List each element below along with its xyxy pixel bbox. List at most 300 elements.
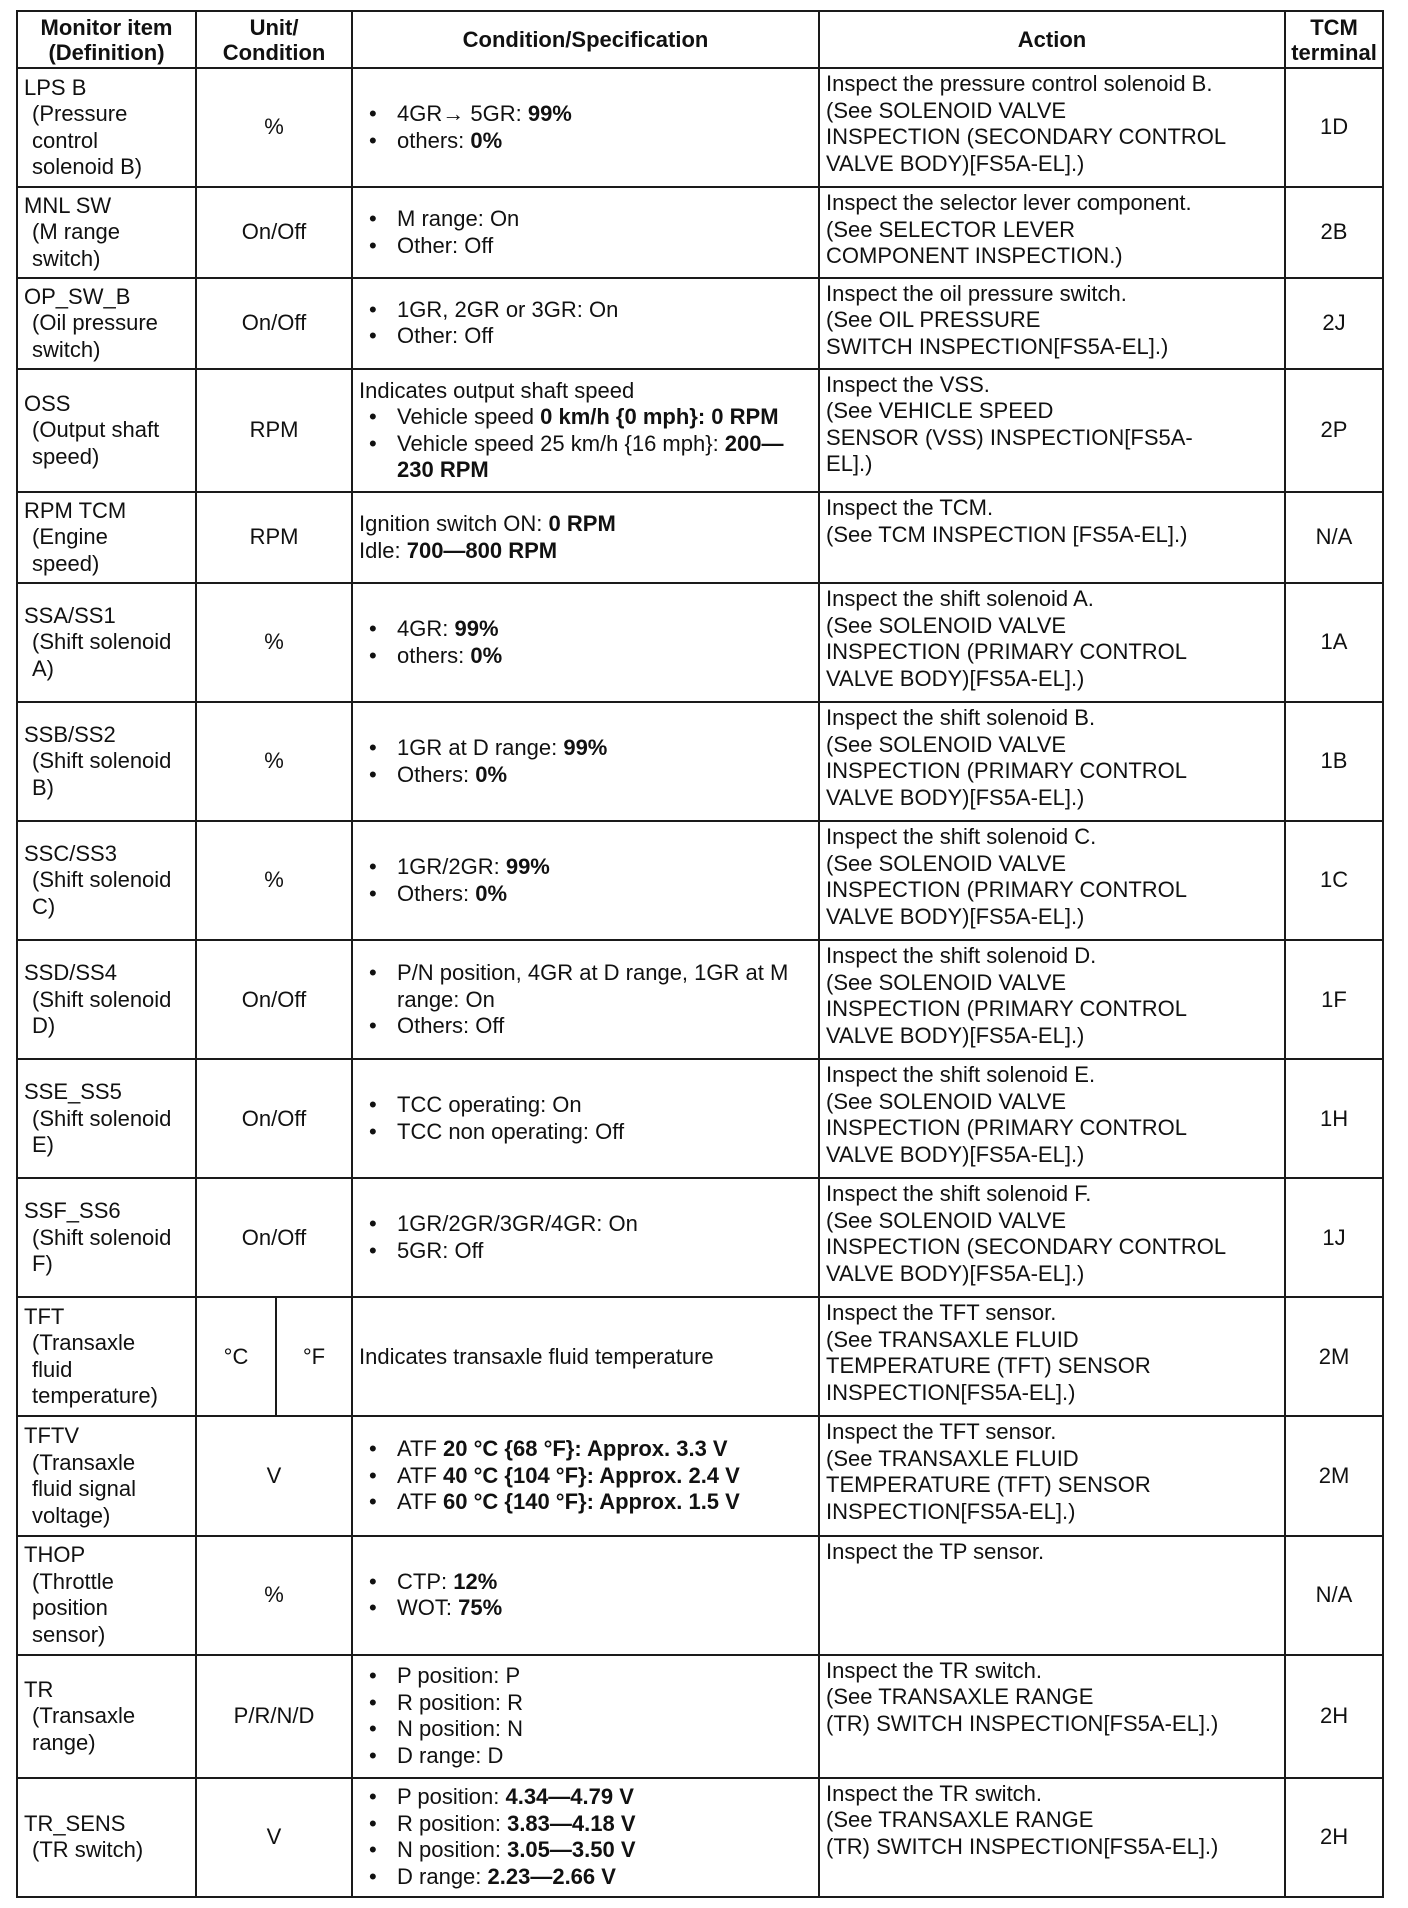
monitor-item-definition: fluid: [32, 1356, 73, 1382]
condition-cell: [352, 1416, 819, 1535]
condition-bullet: [359, 206, 812, 233]
monitor-item-definition: solenoid B): [32, 154, 143, 180]
monitor-item-definition: control: [32, 127, 99, 153]
condition-bullet: [359, 1663, 812, 1690]
action-cell: [819, 702, 1285, 821]
condition-bullet: [359, 643, 812, 670]
monitor-item-definition: D): [32, 1013, 56, 1039]
table-row: [17, 821, 1383, 940]
unit-cell: %: [196, 583, 352, 702]
action-line: Inspect the shift solenoid D.: [826, 943, 1097, 969]
condition-bullet-value: 0%: [475, 761, 508, 787]
action-line: INSPECTION[FS5A-EL].): [826, 1379, 1076, 1405]
action-cell: [819, 278, 1285, 369]
monitor-item-name: SSA/SS1: [24, 602, 116, 628]
condition-bullet: [359, 1211, 812, 1238]
tcm-terminal-cell: 1D: [1285, 68, 1383, 187]
monitor-item-definition: (Shift solenoid: [32, 986, 172, 1012]
condition-line-label: Idle:: [359, 537, 407, 563]
condition-bullet-list: [359, 206, 812, 259]
condition-cell: [352, 278, 819, 369]
monitor-item-definition: F): [32, 1251, 53, 1277]
header-condition-specification: Condition/Specification: [352, 11, 819, 68]
monitor-item-definition: (Transaxle: [32, 1330, 136, 1356]
action-cell: [819, 68, 1285, 187]
condition-bullet: [359, 323, 812, 350]
condition-line: [359, 511, 812, 538]
condition-line: [359, 538, 812, 565]
header-terminal-line1: TCM: [1310, 14, 1358, 40]
monitor-item-cell: [17, 1778, 196, 1897]
monitor-item-cell: [17, 187, 196, 278]
condition-bullet-label: N position:: [397, 1837, 508, 1863]
condition-bullet-value: 0%: [470, 127, 503, 153]
condition-bullet-list: [359, 404, 812, 484]
condition-cell: [352, 1297, 819, 1416]
tcm-terminal-cell: 1C: [1285, 821, 1383, 940]
monitor-item-name: SSF_SS6: [24, 1198, 121, 1224]
monitor-item-name: SSD/SS4: [24, 960, 117, 986]
table-row: [17, 1416, 1383, 1535]
monitor-item-definition: (Shift solenoid: [32, 748, 172, 774]
action-cell: [819, 583, 1285, 702]
tcm-terminal-cell: 2M: [1285, 1297, 1383, 1416]
condition-bullet: [359, 1837, 812, 1864]
table-row: [17, 1536, 1383, 1655]
unit-cell: %: [196, 1536, 352, 1655]
condition-cell: [352, 940, 819, 1059]
monitor-item-table-sheet: [16, 10, 1382, 1898]
unit-cell: V: [196, 1778, 352, 1897]
table-row: [17, 492, 1383, 583]
condition-bullet-label: P position: P: [397, 1663, 521, 1689]
condition-cell: [352, 492, 819, 583]
action-line: (See SOLENOID VALVE: [826, 1088, 1067, 1114]
condition-bullet-label: Others:: [397, 880, 476, 906]
condition-bullet: [359, 1595, 812, 1622]
condition-bullet: [359, 854, 812, 881]
condition-bullet-list: [359, 297, 812, 350]
action-cell: [819, 187, 1285, 278]
action-line: (See VEHICLE SPEED: [826, 398, 1054, 424]
condition-intro: Indicates output shaft speed: [359, 377, 635, 403]
condition-bullet-value: 0 km/h {0 mph}: 0 RPM: [540, 404, 779, 429]
monitor-item-definition: fluid signal: [32, 1476, 136, 1502]
table-row: [17, 68, 1383, 187]
condition-bullet-label: WOT:: [397, 1595, 459, 1621]
condition-bullet: [359, 735, 812, 762]
condition-bullet: [359, 1489, 812, 1516]
tcm-terminal-cell: 1B: [1285, 702, 1383, 821]
action-line: (See SOLENOID VALVE: [826, 1207, 1067, 1233]
condition-bullet-value: 99%: [454, 616, 499, 642]
condition-bullet-value: 60 °C {140 °F}: Approx. 1.5 V: [443, 1489, 740, 1515]
action-line: (See TRANSAXLE FLUID: [826, 1445, 1079, 1471]
condition-bullet: [359, 1013, 812, 1040]
tcm-terminal-cell: 1H: [1285, 1059, 1383, 1178]
action-cell: [819, 1178, 1285, 1297]
monitor-item-definition: switch): [32, 336, 101, 362]
condition-bullet-label: P position:: [397, 1784, 506, 1810]
unit-cell: On/Off: [196, 1059, 352, 1178]
action-line: VALVE BODY)[FS5A-EL].): [826, 1141, 1085, 1167]
condition-line-value: 700—800 RPM: [406, 537, 558, 563]
condition-bullet: [359, 1092, 812, 1119]
action-cell: [819, 940, 1285, 1059]
condition-bullet-list: [359, 960, 812, 1040]
condition-bullet-value: 200—230 RPM: [397, 430, 784, 482]
header-unit-condition: [196, 11, 352, 68]
unit-cell: V: [196, 1416, 352, 1535]
monitor-item-name: TFT: [24, 1303, 65, 1329]
action-line: TEMPERATURE (TFT) SENSOR: [826, 1472, 1151, 1498]
action-line: (See SOLENOID VALVE: [826, 969, 1067, 995]
action-line: VALVE BODY)[FS5A-EL].): [826, 665, 1085, 691]
tcm-terminal-cell: 2H: [1285, 1655, 1383, 1778]
action-line: (See SELECTOR LEVER: [826, 216, 1076, 242]
action-line: Inspect the oil pressure switch.: [826, 280, 1127, 306]
monitor-item-definition: (Throttle: [32, 1568, 114, 1594]
action-line: (See TRANSAXLE FLUID: [826, 1326, 1079, 1352]
action-cell: [819, 492, 1285, 583]
action-line: Inspect the shift solenoid B.: [826, 705, 1096, 731]
table-row: [17, 187, 1383, 278]
monitor-item-cell: [17, 1297, 196, 1416]
condition-bullet-list: [359, 1211, 812, 1264]
action-line: Inspect the pressure control solenoid B.: [826, 71, 1213, 96]
tcm-terminal-cell: 2M: [1285, 1416, 1383, 1535]
action-line: INSPECTION (SECONDARY CONTROL: [826, 1234, 1227, 1260]
condition-bullet-value: 20 °C {68 °F}: Approx. 3.3 V: [443, 1436, 728, 1462]
action-line: SENSOR (VSS) INSPECTION[FS5A-: [826, 424, 1193, 450]
monitor-item-cell: [17, 492, 196, 583]
action-line: Inspect the TFT sensor.: [826, 1419, 1057, 1445]
monitor-item-definition: (Shift solenoid: [32, 1224, 172, 1250]
monitor-item-name: RPM TCM: [24, 497, 127, 523]
condition-bullet-label: 4GR:: [397, 616, 455, 642]
condition-bullet-value: 0%: [475, 880, 508, 906]
condition-bullet: [359, 1436, 812, 1463]
condition-line-value: 0 RPM: [548, 511, 616, 537]
action-line: VALVE BODY)[FS5A-EL].): [826, 1022, 1085, 1048]
action-line: VALVE BODY)[FS5A-EL].): [826, 784, 1085, 810]
unit-cell: On/Off: [196, 940, 352, 1059]
condition-bullet: [359, 881, 812, 908]
monitor-item-definition: (Oil pressure: [32, 310, 158, 336]
table-body: [17, 68, 1383, 1897]
condition-bullet: [359, 1463, 812, 1490]
action-line: Inspect the TFT sensor.: [826, 1300, 1057, 1326]
condition-bullet-list: [359, 1569, 812, 1622]
table-row: [17, 1297, 1383, 1416]
monitor-item-cell: [17, 68, 196, 187]
unit-celsius-cell: °C: [196, 1297, 276, 1416]
condition-bullet-label: N position: N: [397, 1716, 523, 1742]
condition-bullet-value: 40 °C {104 °F}: Approx. 2.4 V: [443, 1462, 740, 1488]
header-unit-line2: Condition: [222, 39, 326, 65]
condition-cell: [352, 1059, 819, 1178]
condition-bullet-label: others:: [397, 642, 471, 668]
monitor-item-definition: (Transaxle: [32, 1703, 136, 1729]
monitor-item-name: MNL SW: [24, 192, 112, 218]
condition-text: Indicates transaxle fluid temperature: [359, 1343, 714, 1369]
unit-cell: P/R/N/D: [196, 1655, 352, 1778]
tcm-terminal-cell: N/A: [1285, 492, 1383, 583]
action-line: TEMPERATURE (TFT) SENSOR: [826, 1353, 1151, 1379]
condition-bullet-list: [359, 1784, 812, 1890]
action-cell: [819, 369, 1285, 492]
condition-bullet-label: TCC non operating: Off: [397, 1118, 625, 1144]
unit-cell: %: [196, 821, 352, 940]
action-line: Inspect the shift solenoid A.: [826, 586, 1094, 612]
condition-cell: [352, 68, 819, 187]
monitor-item-cell: [17, 1416, 196, 1535]
condition-line-label: Ignition switch ON:: [359, 511, 549, 537]
action-cell: [819, 821, 1285, 940]
monitor-item-definition: range): [32, 1729, 96, 1755]
condition-bullet-value: 99%: [563, 735, 608, 761]
condition-bullet-list: [359, 616, 812, 669]
condition-cell: [352, 187, 819, 278]
condition-bullet-value: 99%: [505, 854, 550, 880]
action-line: Inspect the TR switch.: [826, 1780, 1043, 1806]
condition-bullet-value: 12%: [453, 1568, 498, 1594]
monitor-item-definition: C): [32, 893, 56, 919]
condition-bullet-label: ATF: [397, 1436, 444, 1462]
monitor-item-definition: speed): [32, 550, 100, 576]
condition-bullet-label: 5GR: Off: [397, 1237, 484, 1263]
condition-bullet-list: [359, 854, 812, 907]
action-line: Inspect the shift solenoid F.: [826, 1181, 1092, 1207]
tcm-terminal-cell: 2B: [1285, 187, 1383, 278]
monitor-item-definition: (Transaxle: [32, 1449, 136, 1475]
action-line: (See SOLENOID VALVE: [826, 731, 1067, 757]
monitor-item-cell: [17, 278, 196, 369]
action-cell: [819, 1059, 1285, 1178]
condition-cell: [352, 1655, 819, 1778]
condition-bullet: [359, 762, 812, 789]
condition-bullet-label: ATF: [397, 1489, 444, 1515]
action-line: SWITCH INSPECTION[FS5A-EL].): [826, 333, 1169, 359]
action-line: INSPECTION (PRIMARY CONTROL: [826, 877, 1188, 903]
condition-bullet-label: Vehicle speed 25 km/h {16 mph}:: [397, 430, 725, 456]
condition-bullet-label: CTP:: [397, 1568, 454, 1594]
monitor-item-definition: (Engine: [32, 524, 108, 550]
condition-cell: [352, 821, 819, 940]
monitor-item-cell: [17, 702, 196, 821]
condition-bullet-label: 1GR/2GR:: [397, 854, 506, 880]
header-monitor-item: [17, 11, 196, 68]
condition-bullet-label: Other: Off: [397, 232, 494, 258]
action-line: Inspect the TR switch.: [826, 1657, 1043, 1683]
condition-bullet-value: 0%: [470, 642, 503, 668]
action-line: Inspect the shift solenoid E.: [826, 1062, 1096, 1088]
condition-bullet-label: TCC operating: On: [397, 1092, 582, 1118]
action-line: COMPONENT INSPECTION.): [826, 243, 1123, 269]
action-line: Inspect the TP sensor.: [826, 1538, 1045, 1564]
condition-bullet-label: 1GR, 2GR or 3GR: On: [397, 296, 619, 322]
condition-bullet-list: [359, 735, 812, 788]
monitor-item-definition: temperature): [32, 1383, 158, 1409]
monitor-item-cell: [17, 1178, 196, 1297]
tcm-terminal-cell: N/A: [1285, 1536, 1383, 1655]
header-row: [17, 11, 1383, 68]
condition-bullet-label: Other: Off: [397, 323, 494, 349]
action-line: (See SOLENOID VALVE: [826, 612, 1067, 638]
action-line: (See SOLENOID VALVE: [826, 850, 1067, 876]
condition-bullet: [359, 1784, 812, 1811]
action-line: VALVE BODY)[FS5A-EL].): [826, 150, 1085, 176]
action-line: EL].): [826, 451, 873, 477]
condition-bullet-value: 3.83—4.18 V: [507, 1810, 636, 1836]
condition-bullet: [359, 1716, 812, 1743]
action-cell: [819, 1416, 1285, 1535]
action-line: (TR) SWITCH INSPECTION[FS5A-EL].): [826, 1833, 1219, 1859]
action-line: Inspect the VSS.: [826, 371, 990, 397]
monitor-item-name: TR_SENS: [24, 1810, 126, 1836]
monitor-item-name: SSC/SS3: [24, 840, 117, 866]
action-line: INSPECTION (PRIMARY CONTROL: [826, 639, 1188, 665]
unit-cell: On/Off: [196, 187, 352, 278]
header-action: Action: [819, 11, 1285, 68]
action-line: Inspect the TCM.: [826, 495, 994, 521]
unit-cell: %: [196, 68, 352, 187]
condition-bullet: [359, 128, 812, 155]
condition-bullet: [359, 101, 812, 128]
monitor-item-definition: (Shift solenoid: [32, 1105, 172, 1131]
condition-cell: [352, 1178, 819, 1297]
unit-cell: RPM: [196, 492, 352, 583]
condition-bullet-value: 3.05—3.50 V: [507, 1837, 636, 1863]
condition-bullet-label: P/N position, 4GR at D range, 1GR at M range: On: [397, 960, 789, 1012]
condition-bullet-label: R position:: [397, 1810, 508, 1836]
unit-cell: On/Off: [196, 278, 352, 369]
unit-cell: %: [196, 702, 352, 821]
monitor-item-definition: (M range: [32, 219, 121, 245]
monitor-item-cell: [17, 1059, 196, 1178]
header-unit-line1: Unit/: [249, 14, 299, 40]
condition-bullet-label: others:: [397, 127, 471, 153]
monitor-item-name: TR: [24, 1676, 54, 1702]
tcm-terminal-cell: 2J: [1285, 278, 1383, 369]
condition-bullet-label: Others: Off: [397, 1013, 505, 1039]
monitor-item-definition: (Output shaft: [32, 417, 160, 443]
header-monitor-item-line1: Monitor item: [40, 14, 173, 40]
monitor-item-cell: [17, 1655, 196, 1778]
monitor-item-definition: A): [32, 655, 54, 681]
condition-bullet: [359, 404, 812, 431]
condition-bullet-label: M range: On: [397, 206, 520, 231]
condition-bullet: [359, 431, 812, 484]
action-cell: [819, 1655, 1285, 1778]
monitor-item-name: SSE_SS5: [24, 1079, 122, 1105]
table-row: [17, 278, 1383, 369]
condition-bullet: [359, 1238, 812, 1265]
condition-bullet-value: 2.23—2.66 V: [487, 1863, 616, 1889]
action-line: INSPECTION (PRIMARY CONTROL: [826, 996, 1188, 1022]
condition-bullet-label: R position: R: [397, 1689, 523, 1715]
monitor-item-definition: position: [32, 1595, 108, 1621]
header-tcm-terminal: [1285, 11, 1383, 68]
condition-bullet: [359, 1569, 812, 1596]
action-line: INSPECTION (PRIMARY CONTROL: [826, 1115, 1188, 1141]
monitor-item-definition: switch): [32, 245, 101, 271]
action-line: VALVE BODY)[FS5A-EL].): [826, 903, 1085, 929]
action-cell: [819, 1778, 1285, 1897]
monitor-item-name: TFTV: [24, 1423, 79, 1449]
monitor-item-name: OP_SW_B: [24, 283, 131, 309]
monitor-item-cell: [17, 1536, 196, 1655]
condition-bullet: [359, 1811, 812, 1838]
table-row: [17, 369, 1383, 492]
monitor-item-cell: [17, 369, 196, 492]
condition-bullet-value: 4.34—4.79 V: [505, 1784, 634, 1810]
monitor-item-table: [16, 10, 1384, 1898]
tcm-terminal-cell: 1A: [1285, 583, 1383, 702]
action-line: (See TRANSAXLE RANGE: [826, 1807, 1094, 1833]
condition-bullet-label: Vehicle speed: [397, 404, 541, 429]
action-cell: [819, 1536, 1285, 1655]
tcm-terminal-cell: 1F: [1285, 940, 1383, 1059]
table-row: [17, 583, 1383, 702]
monitor-item-definition: voltage): [32, 1502, 111, 1528]
monitor-item-definition: E): [32, 1132, 54, 1158]
condition-bullet-value: 99%: [527, 101, 572, 127]
condition-bullet-list: [359, 1663, 812, 1769]
condition-cell: [352, 702, 819, 821]
condition-bullet-label: 1GR/2GR/3GR/4GR: On: [397, 1211, 638, 1237]
monitor-item-cell: [17, 940, 196, 1059]
table-row: [17, 702, 1383, 821]
condition-bullet-label: 4GR→ 5GR:: [397, 101, 528, 127]
condition-bullet-list: [359, 101, 812, 154]
monitor-item-definition: (Pressure: [32, 101, 128, 127]
condition-bullet-list: [359, 1436, 812, 1516]
table-row: [17, 1059, 1383, 1178]
unit-cell: On/Off: [196, 1178, 352, 1297]
header-terminal-line2: terminal: [1291, 39, 1377, 65]
action-line: Inspect the shift solenoid C.: [826, 824, 1097, 850]
condition-cell: [352, 1778, 819, 1897]
condition-bullet: [359, 1743, 812, 1770]
condition-bullet-label: 1GR at D range:: [397, 735, 564, 761]
table-row: [17, 1178, 1383, 1297]
header-monitor-item-line2: (Definition): [48, 39, 165, 65]
action-line: (TR) SWITCH INSPECTION[FS5A-EL].): [826, 1710, 1219, 1736]
action-cell: [819, 1297, 1285, 1416]
action-line: (See TCM INSPECTION [FS5A-EL].): [826, 521, 1188, 547]
condition-bullet-list: [359, 1092, 812, 1145]
action-line: INSPECTION (PRIMARY CONTROL: [826, 758, 1188, 784]
condition-bullet-label: D range: D: [397, 1742, 504, 1768]
condition-cell: [352, 1536, 819, 1655]
condition-bullet: [359, 1864, 812, 1891]
monitor-item-definition: sensor): [32, 1621, 106, 1647]
table-row: [17, 940, 1383, 1059]
condition-bullet-label: D range:: [397, 1863, 488, 1889]
condition-bullet-label: ATF: [397, 1462, 444, 1488]
table-row: [17, 1655, 1383, 1778]
action-line: (See OIL PRESSURE: [826, 307, 1041, 333]
action-line: (See TRANSAXLE RANGE: [826, 1684, 1094, 1710]
condition-bullet: [359, 1690, 812, 1717]
monitor-item-cell: [17, 583, 196, 702]
table-row: [17, 1778, 1383, 1897]
tcm-terminal-cell: 1J: [1285, 1178, 1383, 1297]
action-line: INSPECTION[FS5A-EL].): [826, 1498, 1076, 1524]
monitor-item-definition: (TR switch): [32, 1837, 144, 1863]
action-line: Inspect the selector lever component.: [826, 190, 1192, 216]
